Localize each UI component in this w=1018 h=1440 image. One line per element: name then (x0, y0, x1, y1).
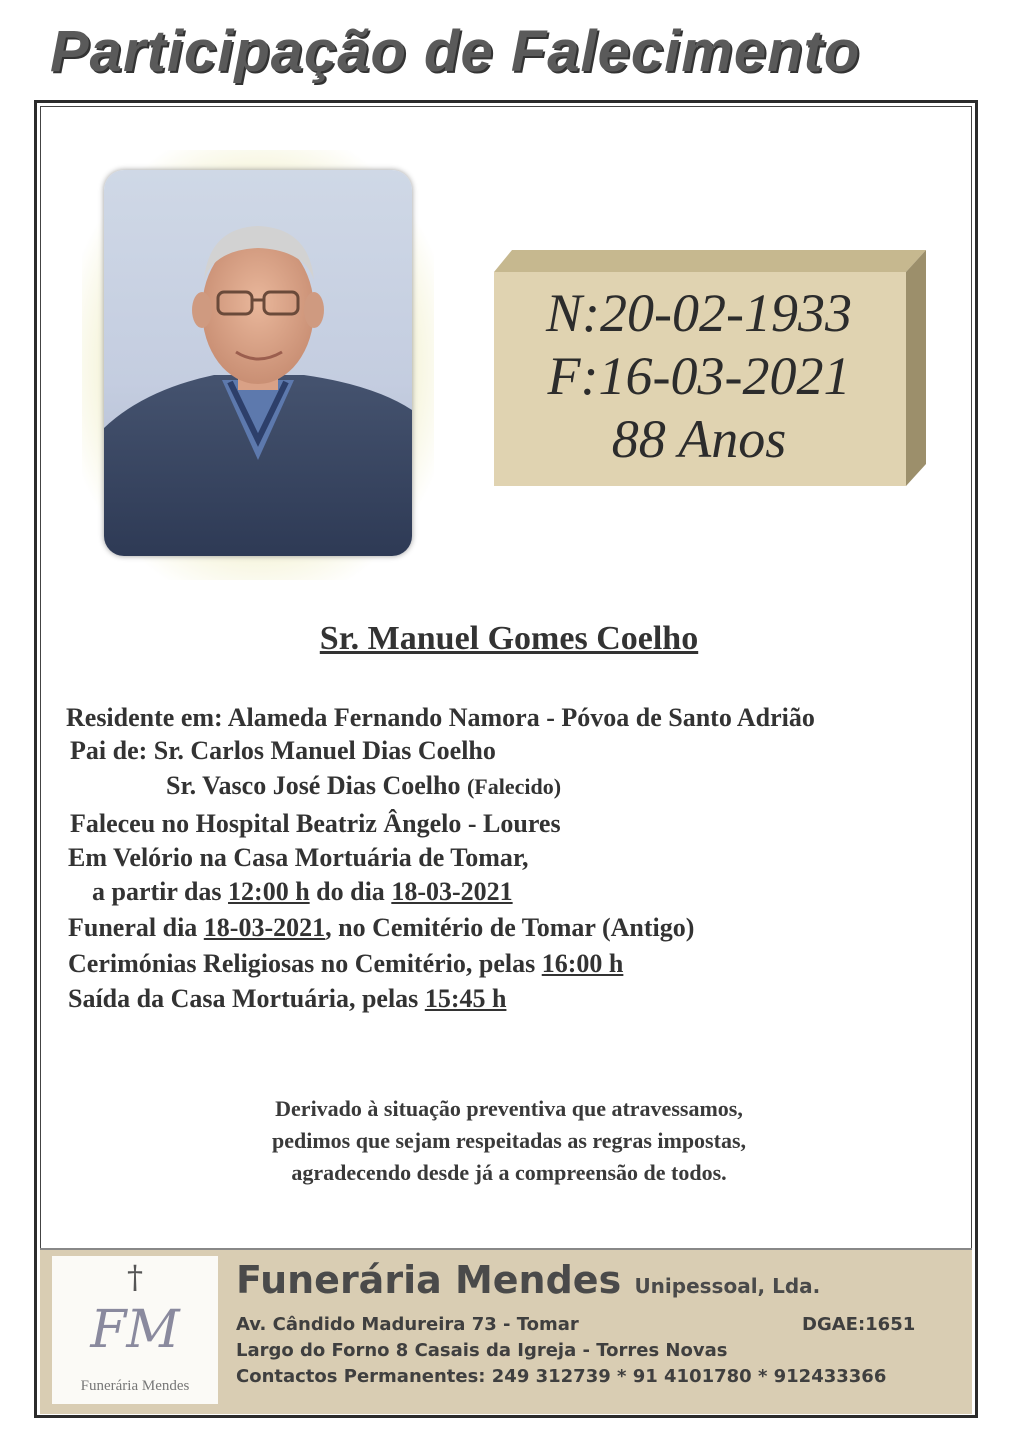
wake-time: 12:00 h (228, 877, 310, 906)
notice-line-1: Derivado à situação preventiva que atravessamos, (275, 1096, 743, 1121)
ceremony-time: 16:00 h (541, 949, 624, 978)
wake-day-prefix: do dia (316, 877, 385, 906)
wake-from-prefix: a partir das (92, 877, 222, 906)
wake-line: Em Velório na Casa Mortuária de Tomar, (68, 843, 529, 872)
company-suffix: Unipessoal, Lda. (634, 1274, 821, 1298)
address-line-1: Av. Cândido Madureira 73 - Tomar (236, 1314, 579, 1335)
second-child-line (166, 771, 561, 801)
departure-line (68, 984, 506, 1014)
funeral-suffix: , no Cemitério de Tomar (Antigo) (325, 913, 695, 942)
logo-monogram: FM (90, 1300, 180, 1360)
death-date: F:16-03-2021 (547, 346, 851, 406)
dgae-number: DGAE:1651 (802, 1314, 916, 1335)
funeral-line (68, 913, 694, 943)
departure-prefix: Saída da Casa Mortuária, pelas (68, 984, 419, 1013)
logo-caption: Funerária Mendes (80, 1378, 190, 1394)
company-logo (52, 1256, 218, 1404)
company-name: Funerária Mendes (236, 1258, 622, 1302)
funeral-prefix: Funeral dia (68, 913, 198, 942)
age: 88 Anos (611, 409, 787, 469)
portrait-illustration (104, 170, 412, 556)
portrait-photo (104, 170, 412, 556)
deceased-name: Sr. Manuel Gomes Coelho (319, 620, 699, 657)
cross-icon: † (127, 1258, 143, 1296)
death-place-line: Faleceu no Hospital Beatriz Ângelo - Loures (70, 809, 561, 838)
second-child-note: (Falecido) (466, 774, 562, 799)
father-of-line: Pai de: Sr. Carlos Manuel Dias Coelho (70, 736, 496, 765)
address-line-2: Largo do Forno 8 Casais da Igreja - Torres Novas (236, 1340, 728, 1361)
ceremony-prefix: Cerimónias Religiosas no Cemitério, pelas (68, 949, 536, 978)
funeral-date: 18-03-2021 (203, 913, 326, 942)
dates-plaque-text (494, 282, 904, 471)
contacts-line: Contactos Permanentes: 249 312739 * 91 4101780 * 912433366 (236, 1366, 887, 1387)
second-child-name: Sr. Vasco José Dias Coelho (166, 771, 461, 800)
wake-date: 18-03-2021 (391, 877, 513, 906)
birth-date: N:20-02-1933 (546, 283, 852, 343)
residence-line: Residente em: Alameda Fernando Namora - Póvoa de Santo Adrião (66, 703, 815, 732)
notice-line-2: pedimos que sejam respeitadas as regras impostas, (271, 1128, 747, 1153)
departure-time: 15:45 h (424, 984, 507, 1013)
wake-time-line (92, 877, 513, 907)
ceremony-line (68, 949, 623, 979)
company-name-line (236, 1258, 820, 1302)
page-title: Participação de Falecimento (50, 19, 861, 84)
notice-line-3: agradecendo desde já a compreensão de todos. (291, 1160, 727, 1185)
